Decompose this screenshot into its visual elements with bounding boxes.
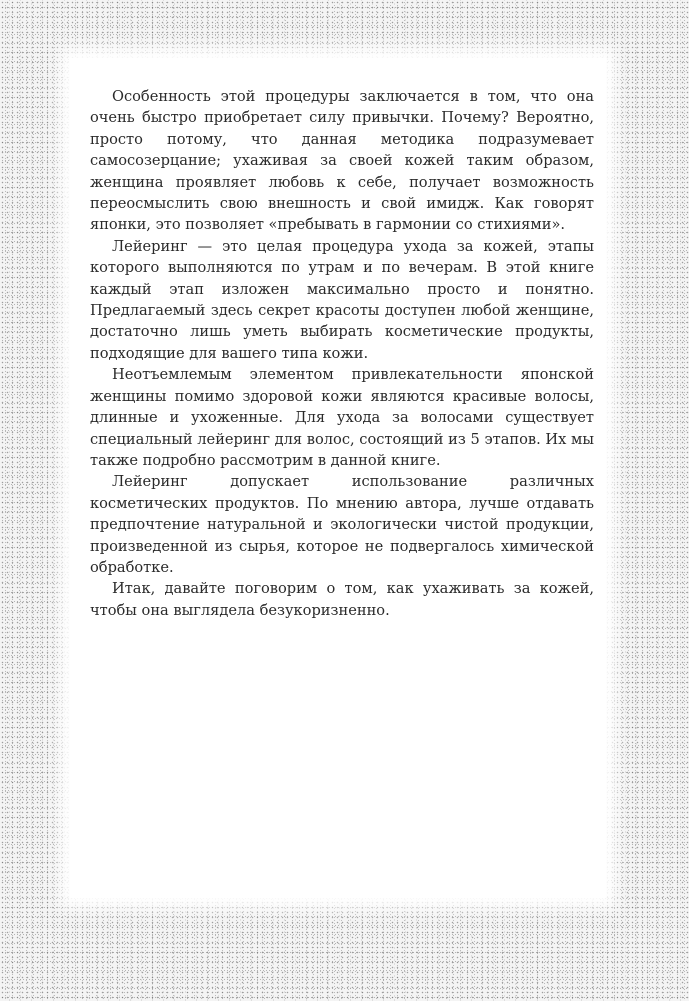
paragraph-hair-care: Неотъемлемым элементом привлекательности японской женщины помимо здоровой кожи являются красивые волосы, длинные и ухоженные. Для ухода за волосами существует специальный лейеринг для волос, состоящий из 5 этапов. Их мы также подробно рассмотрим в данной книге. [90, 366, 594, 469]
paragraph-conclusion: Итак, давайте поговорим о том, как ухаживать за кожей, чтобы она выглядела безукоризненно. [90, 580, 594, 619]
book-page [70, 58, 606, 898]
paragraph-procedure-habit: Особенность этой процедуры заключается в том, что она очень быстро приобретает силу привычки. Почему? Вероятно, просто потому, что данная методика подразумевает самосозерцание; ухаживая за своей кожей таким образом, женщина проявляет любовь к себе, получает возможность переосмыслить свою внешность и свой имидж. Как говорят японки, это позволяет «пребывать в гармонии со стихиями». [90, 88, 594, 234]
paragraph-cosmetic-products: Лейеринг допускает использование различных косметических продуктов. По мнению автора, лучше отдавать предпочтение натуральной и экологически чистой продукции, произведенной из сырья, которое не подвергалось химической обработке. [90, 473, 594, 576]
paragraph-layering-definition: Лейеринг — это целая процедура ухода за кожей, этапы которого выполняются по утрам и по вечерам. В этой книге каждый этап изложен максимально просто и понятно. Предлагаемый здесь секрет красоты доступен любой женщине, достаточно лишь уметь выбирать косметические продукты, подходящие для вашего типа кожи. [90, 237, 594, 362]
page-text [90, 86, 594, 621]
